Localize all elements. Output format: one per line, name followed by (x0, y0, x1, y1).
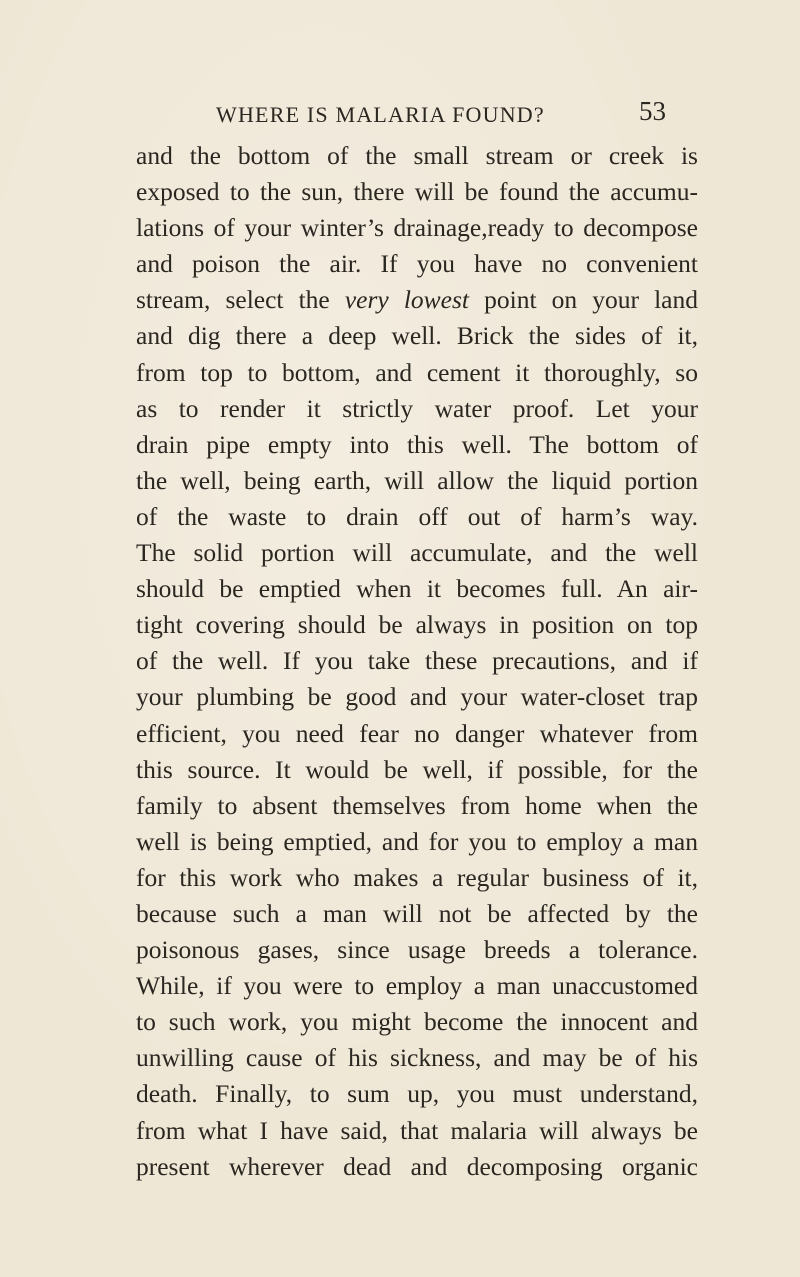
text-segment: point on your land (469, 285, 698, 315)
text-line: should be emptied when it becomes full. An air- (136, 574, 698, 604)
running-title: WHERE IS MALARIA FOUND? (216, 102, 545, 127)
italic-emphasis: very lowest (344, 285, 470, 315)
text-line: as to render it strictly water proof. Let your (136, 393, 698, 423)
text-line: lations of your winter’s drainage,ready to decompose (136, 213, 698, 243)
text-line: for this work who makes a regular business of it, (136, 862, 698, 892)
text-line: and the bottom of the small stream or creek is (136, 141, 698, 170)
text-line: While, if you were to employ a man unaccustomed (136, 971, 698, 1001)
body-text (136, 138, 698, 1185)
text-line: of the waste to drain off out of harm’s way. (136, 501, 698, 531)
text-line: and dig there a deep well. Brick the sides of it, (136, 321, 698, 351)
text-line: your plumbing be good and your water-closet trap (136, 682, 698, 712)
text-line: unwilling cause of his sickness, and may be of his (136, 1043, 698, 1073)
text-line: exposed to the sun, there will be found the accumu- (136, 177, 698, 207)
text-segment: stream, select the (136, 285, 345, 315)
text-line: family to absent themselves from home when the (136, 790, 698, 820)
text-line: poisonous gases, since usage breeds a tolerance. (136, 935, 698, 965)
text-line: The solid portion will accumulate, and the well (136, 538, 698, 568)
text-line: death. Finally, to sum up, you must understand, (136, 1079, 698, 1109)
text-line: and poison the air. If you have no convenient (136, 249, 698, 279)
text-line: because such a man will not be affected by the (136, 898, 698, 928)
text-line (136, 282, 698, 318)
text-line: present wherever dead and decomposing organic (136, 1151, 698, 1181)
text-line: well is being emptied, and for you to employ a man (136, 826, 698, 856)
text-line: from what I have said, that malaria will always be (136, 1115, 698, 1145)
running-head (216, 96, 686, 140)
text-line: of the well. If you take these precautions, and if (136, 646, 698, 676)
text-line: efficient, you need fear no danger whatever from (136, 718, 698, 748)
text-line: the well, being earth, will allow the liquid portion (136, 465, 698, 495)
text-line: this source. It would be well, if possible, for the (136, 754, 698, 784)
page-number: 53 (639, 96, 666, 126)
text-line: drain pipe empty into this well. The bottom of (136, 429, 698, 459)
text-line: from top to bottom, and cement it thoroughly, so (136, 357, 698, 387)
text-line: to such work, you might become the innocent and (136, 1007, 698, 1037)
text-line: tight covering should be always in position on top (136, 610, 698, 640)
